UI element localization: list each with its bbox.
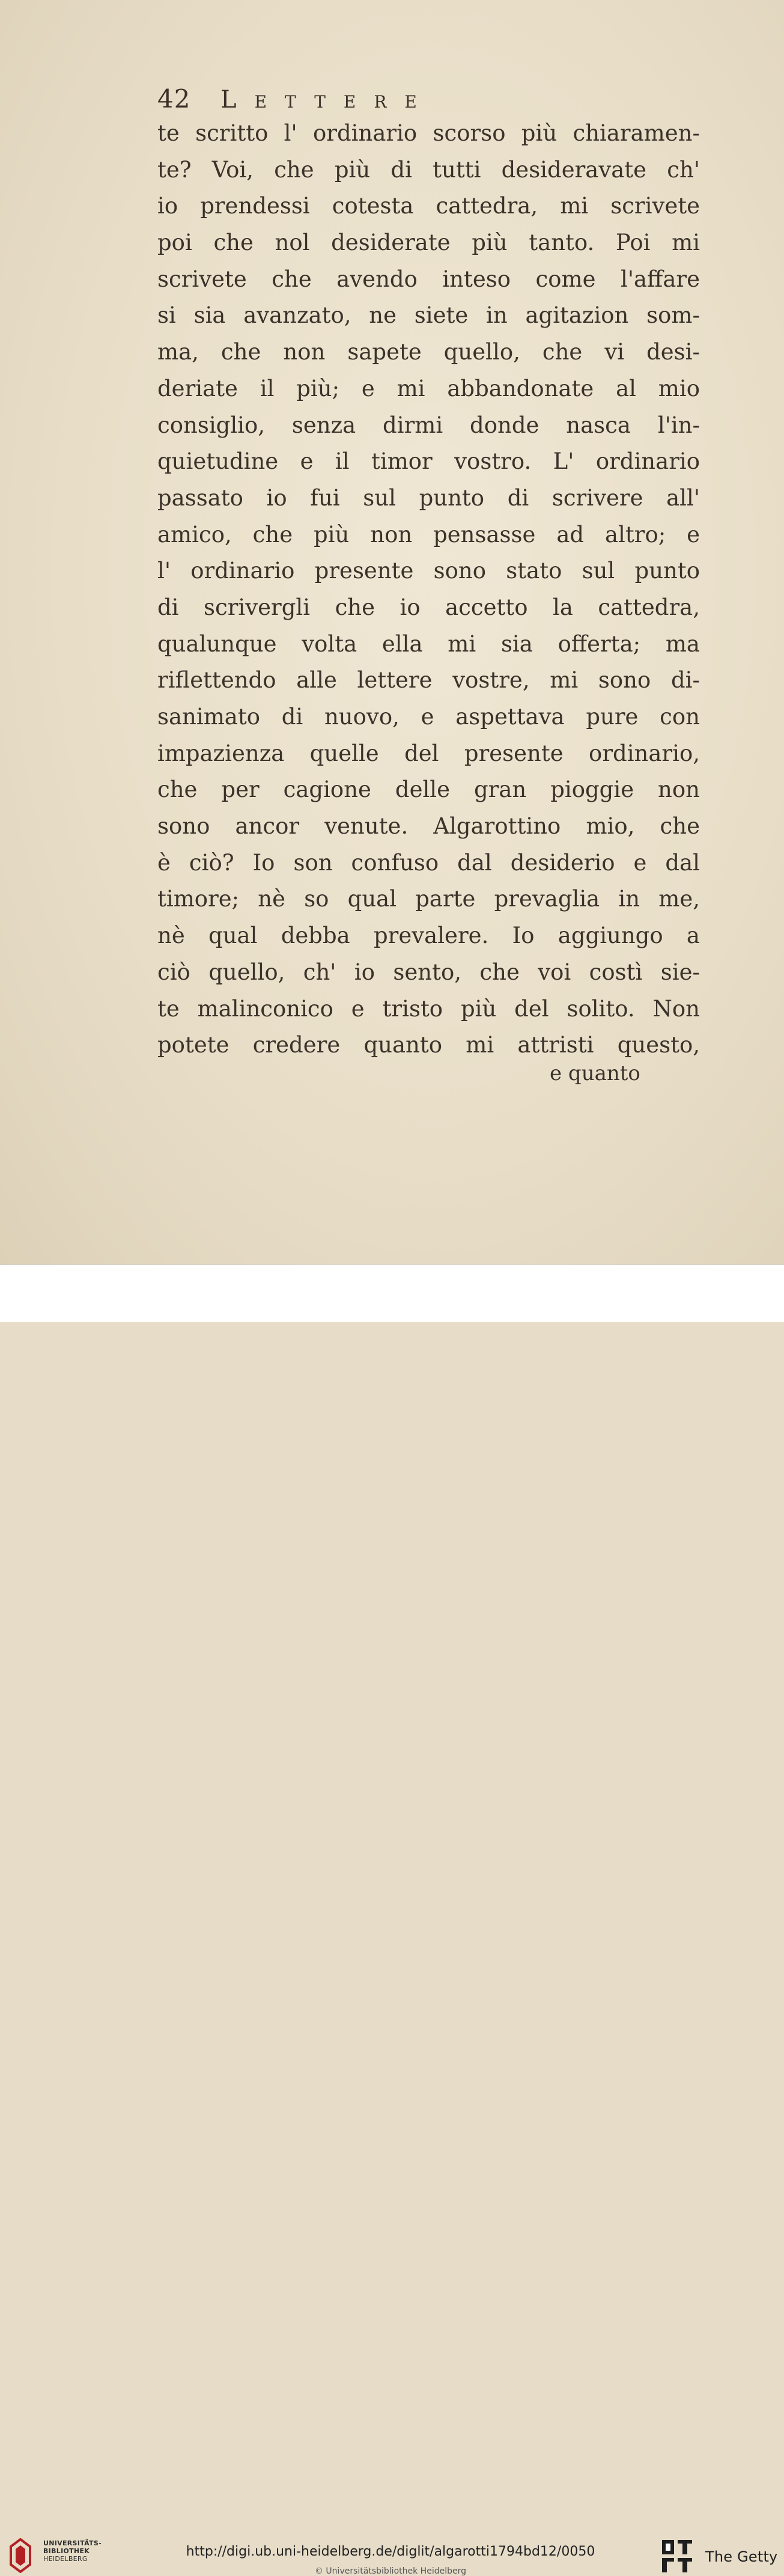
text-line: nè qual debba prevalere. Io aggiungo a: [157, 923, 700, 949]
text-line: consiglio, senza dirmi donde nasca l'in-: [157, 412, 700, 438]
library-name-line: HEIDELBERG: [43, 2555, 88, 2563]
text-line: riflettendo alle lettere vostre, mi sono di-: [157, 667, 700, 694]
getty-logo-icon: [661, 2539, 693, 2574]
text-line: sanimato di nuovo, e aspettava pure con: [157, 704, 700, 730]
text-line: è ciò? Io son confuso dal desiderio e dal: [157, 849, 700, 876]
copyright-notice: © Universitätsbibliothek Heidelberg: [314, 2566, 466, 2576]
library-name-line: UNIVERSITÄTS-: [43, 2539, 102, 2547]
library-name-line: BIBLIOTHEK: [43, 2547, 90, 2555]
text-line: ma, che non sapete quello, che vi desi-: [157, 339, 700, 365]
page-header: [157, 84, 435, 115]
text-line: te malinconico e tristo più del solito. Non: [157, 995, 700, 1022]
text-line: si sia avanzato, ne siete in agitazion som-: [157, 302, 700, 329]
text-line: di scrivergli che io accetto la cattedra,: [157, 594, 700, 620]
text-line: l' ordinario presente sono stato sul punto: [157, 558, 700, 584]
text-line: deriate il più; e mi abbandonate al mio: [157, 375, 700, 401]
getty-name: The Getty: [705, 2548, 778, 2565]
text-line: te? Voi, che più di tutti desideravate ch': [157, 156, 700, 183]
scanned-book-page: [0, 0, 784, 1265]
library-name: [43, 2539, 102, 2563]
running-title: Lettere: [220, 86, 435, 114]
text-line: poi che nol desiderate più tanto. Poi mi: [157, 230, 700, 256]
text-line: impazienza quelle del presente ordinario,: [157, 740, 700, 766]
text-line: che per cagione delle gran pioggie non: [157, 777, 700, 803]
text-line: te scritto l' ordinario scorso più chiaramen-: [157, 120, 700, 146]
text-line: ciò quello, ch' io sento, che voi costì sie-: [157, 959, 700, 985]
text-line: amico, che più non pensasse ad altro; e: [157, 521, 700, 548]
letter-body-text: [157, 115, 700, 1064]
text-line: io prendessi cotesta cattedra, mi scrivete: [157, 193, 700, 219]
digitization-footer: [0, 1265, 784, 2576]
text-line: passato io fui sul punto di scrivere all': [157, 484, 700, 511]
text-line: qualunque volta ella mi sia offerta; ma: [157, 630, 700, 657]
catchword: e quanto: [550, 1061, 640, 1085]
text-line: quietudine e il timor vostro. L' ordinario: [157, 448, 700, 475]
text-line: timore; nè so qual parte prevaglia in me,: [157, 886, 700, 912]
permalink-url[interactable]: http://digi.ub.uni-heidelberg.de/diglit/algarotti1794bd12/0050: [186, 2544, 595, 2559]
text-line: scrivete che avendo inteso come l'affare: [157, 266, 700, 292]
university-library-logo-icon: [8, 2538, 32, 2573]
page-number: 42: [157, 84, 191, 114]
text-line: sono ancor venute. Algarottino mio, che: [157, 813, 700, 840]
text-line: potete credere quanto mi attristi questo,: [157, 1032, 700, 1058]
